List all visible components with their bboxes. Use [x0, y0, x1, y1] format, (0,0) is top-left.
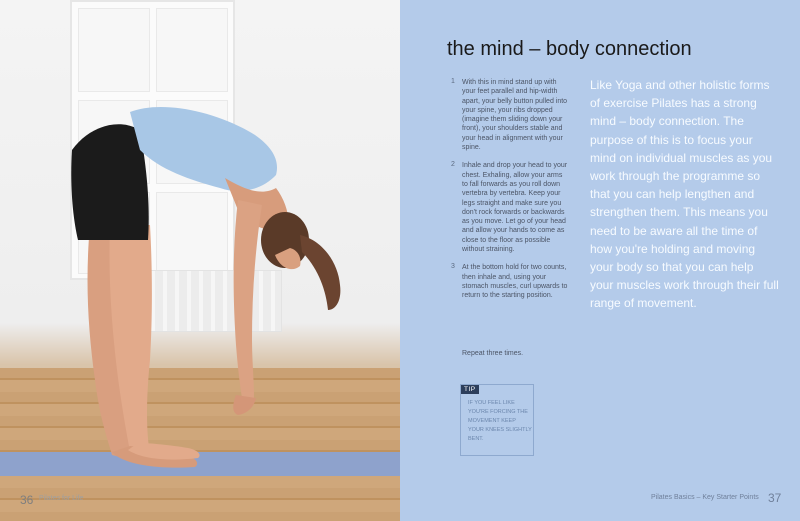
step-text: With this in mind stand up with your feet parallel and hip-width apart, your belly button pulled into your spine, your ribs dropped (imagine them sliding down your front), your shoulders stable and your head in alignment with your spine. — [462, 79, 568, 152]
step-text: Inhale and drop your head to your chest. Exhaling, allow your arms to fall forwards as you roll down vertebra by vertebra. Keep your legs straight and make sure you don't rock forwards or backwards as you move. Let go of your head and allow your hands to come as close to the floor as possible without straining. — [462, 162, 568, 254]
step-text: At the bottom hold for two counts, then inhale and, using your stomach muscles, curl upwards to return to the starting position. — [462, 264, 568, 300]
step-number: 1 — [451, 78, 455, 85]
step-number: 2 — [451, 161, 455, 169]
tip-box — [460, 384, 534, 456]
page-title: the mind – body connection — [447, 38, 692, 60]
text-page — [400, 0, 800, 521]
step-item — [451, 161, 568, 254]
running-footer-left: Pilates for Life — [39, 495, 84, 502]
step-number: 3 — [451, 263, 455, 271]
black-shorts — [71, 124, 148, 240]
running-footer-right: Pilates Basics – Key Starter Points — [651, 494, 759, 501]
arm — [234, 200, 262, 398]
ponytail — [300, 235, 340, 310]
page-number-left: 36 — [20, 493, 34, 507]
repeat-instruction: Repeat three times. — [462, 350, 524, 357]
steps-list — [451, 78, 568, 310]
step-item — [451, 263, 568, 300]
tip-text: IF YOU FEEL LIKE YOU'RE FORCING THE MOVEMENT KEEP YOUR KNEES SLIGHTLY BENT. — [468, 400, 532, 442]
blue-tank-top — [130, 107, 277, 191]
hand — [233, 395, 256, 415]
tip-label: TIP — [461, 385, 479, 394]
intro-paragraph: Like Yoga and other holistic forms of exercise Pilates has a strong mind – body connection. The purpose of this is to focus your mind on individual muscles as you work through the programme so that you can help lengthen and strengthen them. This means you need to be aware all the time of how you're holding and moving your body so that you can help your muscles work through their full range of movement. — [590, 78, 779, 311]
page-number-right: 37 — [768, 491, 782, 505]
step-item — [451, 78, 568, 152]
